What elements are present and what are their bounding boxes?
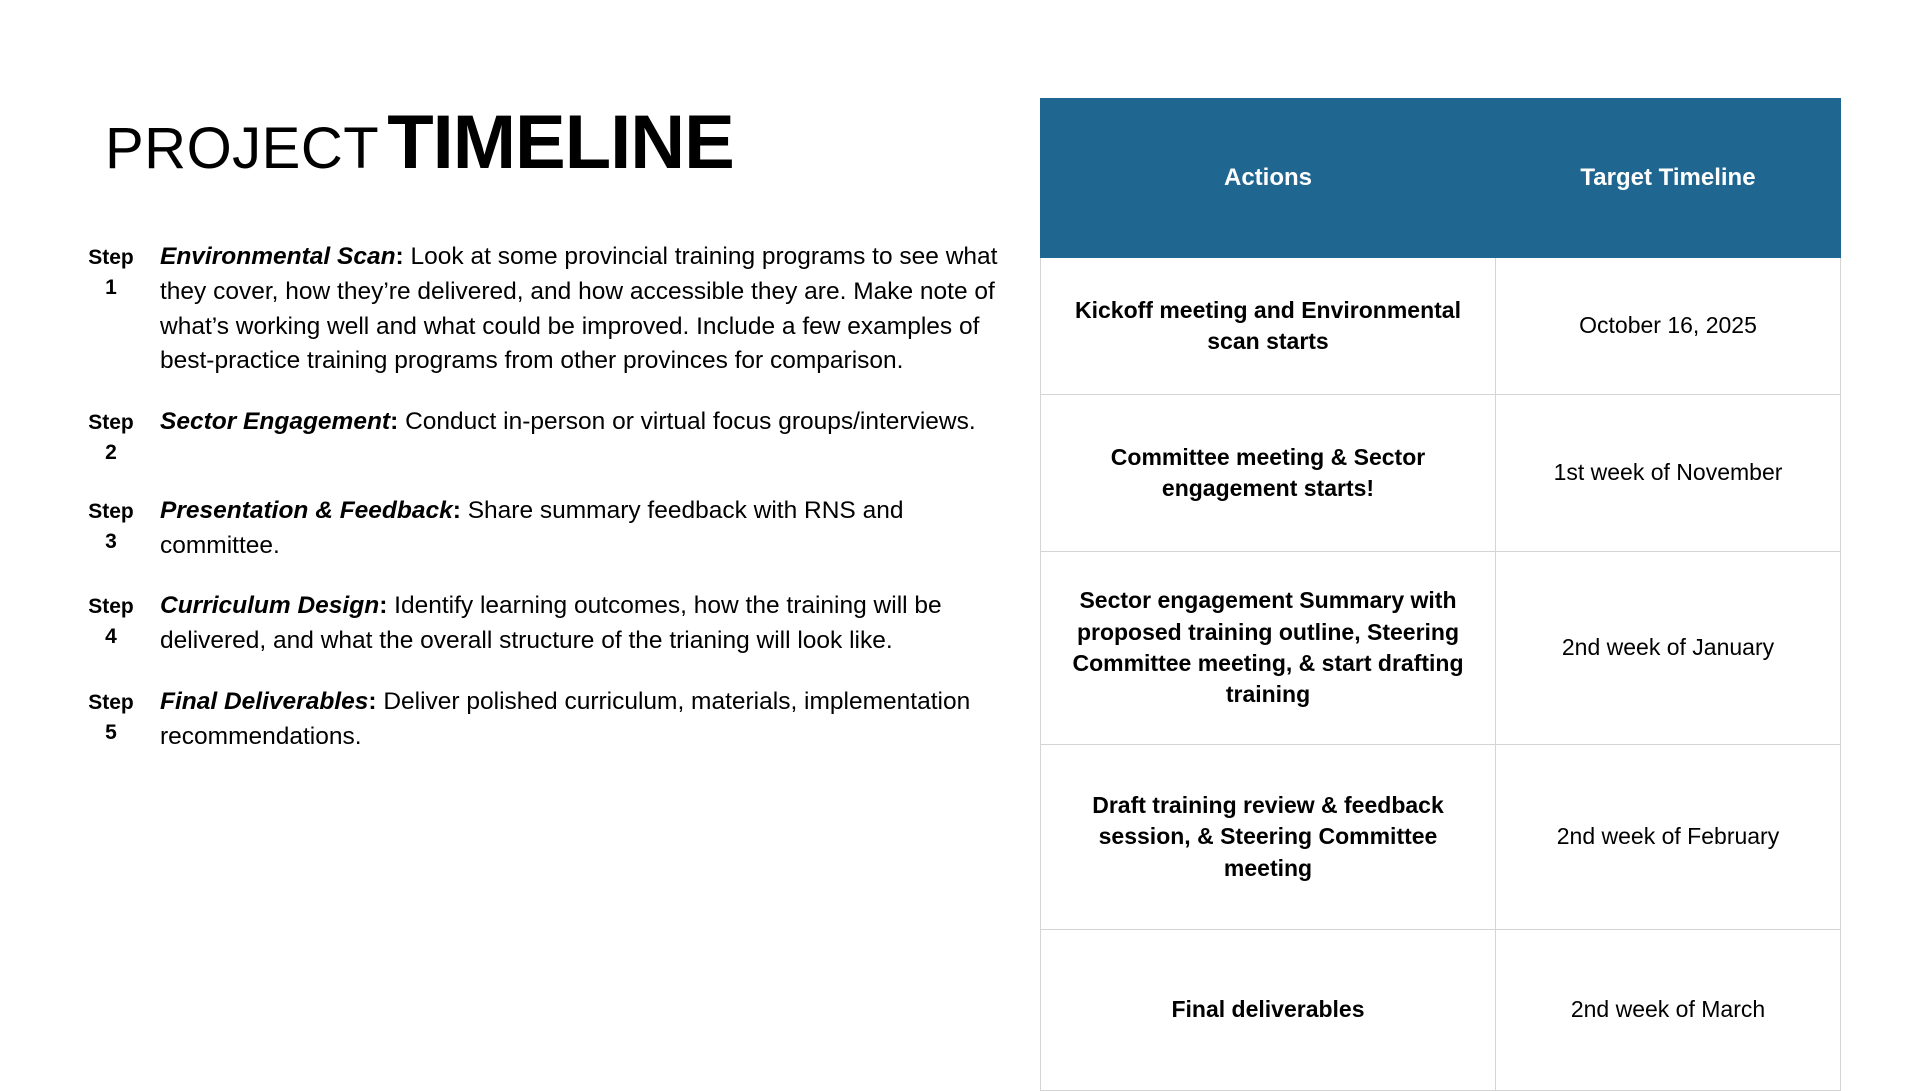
step-body: Conduct in-person or virtual focus groups/interviews. xyxy=(398,408,976,436)
cell-target: 2nd week of March xyxy=(1496,930,1841,1091)
column-header-target-timeline: Target Timeline xyxy=(1496,99,1841,258)
list-item xyxy=(72,494,1012,564)
cell-target: 2nd week of February xyxy=(1496,745,1841,930)
step-lead: Final Deliverables xyxy=(160,687,369,715)
cell-target: 1st week of November xyxy=(1496,395,1841,552)
step-label xyxy=(72,405,150,468)
timeline-table xyxy=(1040,98,1841,1091)
step-colon: : xyxy=(395,243,404,270)
steps-list xyxy=(72,240,1012,780)
timeline-table-container xyxy=(1040,98,1840,1091)
step-label-number: 2 xyxy=(105,440,117,464)
cell-action: Final deliverables xyxy=(1041,930,1496,1091)
page-title xyxy=(105,100,734,185)
table-row xyxy=(1041,552,1841,745)
step-lead: Curriculum Design xyxy=(160,592,380,620)
step-colon: : xyxy=(379,592,388,620)
step-body: Look at some provincial training programs to see what they cover, how they’re delivered, and how accessible they are. Make note of what’s working well and what could be improved. Include a few examples of best-practice training programs from other provinces for comparison. xyxy=(160,243,998,375)
step-label-word: Step xyxy=(88,690,134,714)
step-label-word: Step xyxy=(88,411,134,435)
cell-action: Committee meeting & Sector engagement starts! xyxy=(1041,395,1496,552)
step-label-number: 5 xyxy=(105,720,117,744)
step-lead: Presentation & Feedback xyxy=(160,496,453,524)
step-lead: Sector Engagement xyxy=(160,408,391,436)
step-colon: : xyxy=(368,687,377,715)
step-label-word: Step xyxy=(88,246,134,269)
table-row xyxy=(1041,745,1841,930)
step-label-number: 4 xyxy=(105,625,117,649)
step-colon: : xyxy=(390,408,399,436)
table-row xyxy=(1041,395,1841,552)
step-label-number: 1 xyxy=(105,275,117,299)
column-header-actions: Actions xyxy=(1041,99,1496,258)
list-item xyxy=(72,589,1012,659)
cell-action: Sector engagement Summary with proposed training outline, Steering Committee meeting, & start drafting training xyxy=(1041,552,1496,745)
cell-action: Draft training review & feedback session, & Steering Committee meeting xyxy=(1041,745,1496,930)
step-label xyxy=(72,685,150,755)
step-text xyxy=(150,589,1012,659)
step-text xyxy=(150,494,1012,564)
list-item xyxy=(72,405,1012,468)
step-body: Deliver polished curriculum, materials, implementation recommendations. xyxy=(160,687,971,750)
step-text xyxy=(150,405,1012,468)
title-project: PROJECT xyxy=(105,116,380,181)
step-lead: Environmental Scan xyxy=(160,243,396,270)
table-row xyxy=(1041,258,1841,395)
step-label xyxy=(72,589,150,659)
cell-target: 2nd week of January xyxy=(1496,552,1841,745)
step-text xyxy=(150,240,1012,379)
step-label-word: Step xyxy=(88,499,134,523)
step-label-number: 3 xyxy=(105,529,117,553)
step-body: Identify learning outcomes, how the training will be delivered, and what the overall structure of the trianing will look like. xyxy=(160,592,942,655)
table-row xyxy=(1041,930,1841,1091)
table-header-row xyxy=(1041,99,1841,258)
step-text xyxy=(150,685,1012,755)
list-item xyxy=(72,685,1012,755)
step-label-word: Step xyxy=(88,595,134,619)
step-body: Share summary feedback with RNS and committee. xyxy=(160,496,904,559)
step-label xyxy=(72,494,150,564)
cell-action: Kickoff meeting and Environmental scan starts xyxy=(1041,258,1496,395)
cell-target: October 16, 2025 xyxy=(1496,258,1841,395)
list-item xyxy=(72,240,1012,379)
step-label xyxy=(72,240,150,379)
title-timeline: TIMELINE xyxy=(387,100,734,185)
step-colon: : xyxy=(452,496,461,524)
